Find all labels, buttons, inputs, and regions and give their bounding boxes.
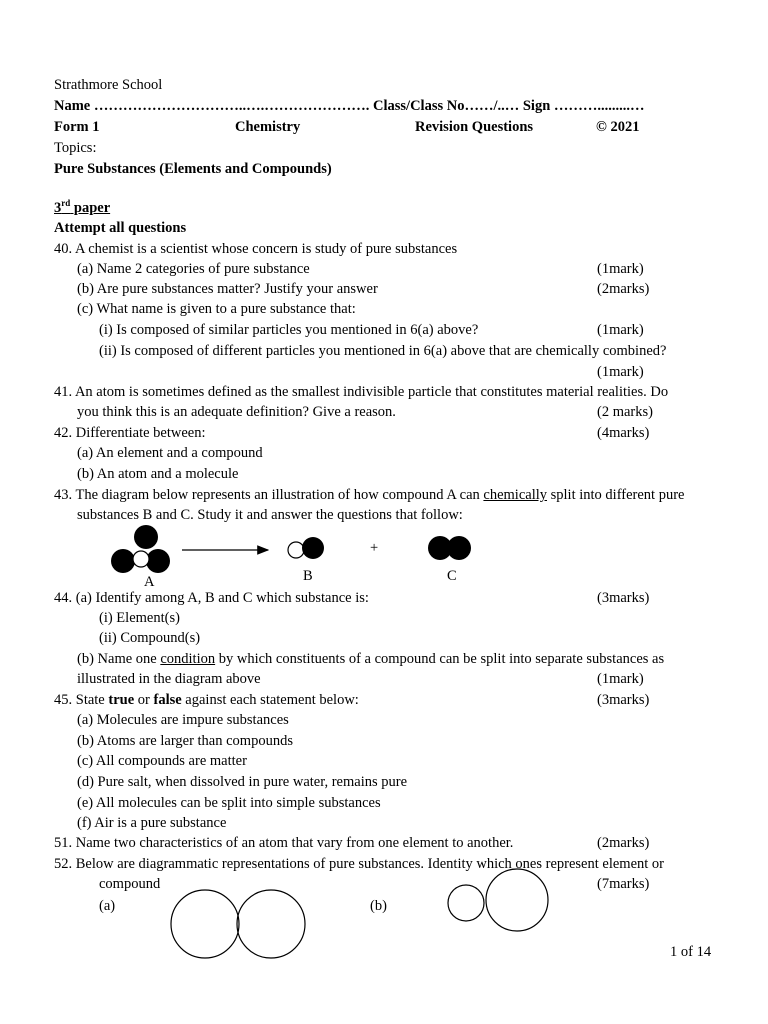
q40-stem: 40. A chemist is a scientist whose concern is study of pure substances xyxy=(54,241,458,257)
page-number: 1 of 14 xyxy=(670,944,712,960)
q41-line2: you think this is an adequate definition? Give a reason. xyxy=(77,404,396,420)
class-label: Class/Class No……/..… xyxy=(373,98,520,114)
q42-b: (b) An atom and a molecule xyxy=(77,466,239,482)
q45-item-e: (e) All molecules can be split into simple substances xyxy=(77,795,381,811)
paper-type-label: Revision Questions xyxy=(415,119,534,135)
q44-a-i: (i) Element(s) xyxy=(99,610,180,626)
substance-c-molecule xyxy=(428,536,471,560)
q44-a-marks: (3marks) xyxy=(597,590,650,606)
q51-marks: (2marks) xyxy=(597,835,650,851)
q43-line1: 43. The diagram below represents an illustration of how compound A can chemically split into different pure xyxy=(54,487,685,503)
q40-b: (b) Are pure substances matter? Justify your answer xyxy=(77,281,378,297)
q45-item-d: (d) Pure salt, when dissolved in pure water, remains pure xyxy=(77,774,408,790)
q52-diagram-b xyxy=(448,869,548,931)
sign-label: Sign ……….........… xyxy=(522,98,645,114)
plus-sign: + xyxy=(370,540,379,556)
q52-marks: (7marks) xyxy=(597,876,650,892)
q52-diagram-a xyxy=(171,890,305,958)
q40-c: (c) What name is given to a pure substance that: xyxy=(77,301,356,317)
q40-c-ii-marks: (1mark) xyxy=(597,364,644,380)
atom-black-top xyxy=(134,525,158,549)
q45-marks: (3marks) xyxy=(597,692,650,708)
q45-item-a: (a) Molecules are impure substances xyxy=(77,712,289,728)
q44-b-line2: illustrated in the diagram above xyxy=(77,671,261,687)
topic-title: Pure Substances (Elements and Compounds) xyxy=(54,161,332,177)
atom-black-2 xyxy=(447,536,471,560)
subject-label: Chemistry xyxy=(235,119,301,135)
q52-line1: 52. Below are diagrammatic representations of pure substances. Identity which ones represent element or xyxy=(54,856,664,872)
q44-b: (b) Name one condition by which constituents of a compound can be split into separate substances as xyxy=(77,651,665,667)
q40-a: (a) Name 2 categories of pure substance xyxy=(77,261,310,277)
q40-b-marks: (2marks) xyxy=(597,281,650,297)
atom-black-left xyxy=(111,549,135,573)
school-name: Strathmore School xyxy=(54,77,163,93)
compound-a-molecule xyxy=(111,525,170,573)
q44-a-ii: (ii) Compound(s) xyxy=(99,630,201,646)
large-atom-1 xyxy=(171,890,239,958)
atom-black-right xyxy=(146,549,170,573)
label-a: A xyxy=(144,574,155,590)
q44-a: 44. (a) Identify among A, B and C which substance is: xyxy=(54,590,369,606)
atom-black xyxy=(302,537,324,559)
instruction: Attempt all questions xyxy=(54,220,187,236)
substance-b-molecule xyxy=(288,537,324,559)
label-c: C xyxy=(447,568,457,584)
q41-marks: (2 marks) xyxy=(597,404,653,420)
name-label: Name …………………………..….…………………. xyxy=(54,98,370,114)
q41-line1: 41. An atom is sometimes defined as the smallest indivisible particle that constitutes material realities. Do xyxy=(54,384,669,400)
q45-item-b: (b) Atoms are larger than compounds xyxy=(77,733,293,749)
year-label: © 2021 xyxy=(596,119,640,135)
q52-a-label: (a) xyxy=(99,898,116,914)
q40-c-ii: (ii) Is composed of different particles you mentioned in 6(a) above that are chemically combined? xyxy=(99,343,667,359)
label-b: B xyxy=(303,568,313,584)
q45-stem: 45. State true or false against each statement below: xyxy=(54,692,359,708)
q42-marks: (4marks) xyxy=(597,425,650,441)
q52-line2: compound xyxy=(99,876,161,892)
topics-label: Topics: xyxy=(54,140,97,156)
q40-c-i: (i) Is composed of similar particles you mentioned in 6(a) above? xyxy=(99,322,479,338)
small-atom xyxy=(448,885,484,921)
q45-item-c: (c) All compounds are matter xyxy=(77,753,247,769)
q42-a: (a) An element and a compound xyxy=(77,445,263,461)
q44-b-marks: (1mark) xyxy=(597,671,644,687)
q42-stem: 42. Differentiate between: xyxy=(54,425,206,441)
atom-white xyxy=(288,542,304,558)
form-label: Form 1 xyxy=(54,119,100,135)
q51-text: 51. Name two characteristics of an atom that vary from one element to another. xyxy=(54,835,514,851)
paper-heading: 3rd paper xyxy=(54,198,111,216)
q45-item-f: (f) Air is a pure substance xyxy=(77,815,227,831)
atom-white-center xyxy=(133,551,149,567)
q43-line2: substances B and C. Study it and answer the questions that follow: xyxy=(77,507,463,523)
large-atom-2 xyxy=(237,890,305,958)
q40-a-marks: (1mark) xyxy=(597,261,644,277)
large-atom xyxy=(486,869,548,931)
q52-b-label: (b) xyxy=(370,898,387,914)
q40-c-i-marks: (1mark) xyxy=(597,322,644,338)
